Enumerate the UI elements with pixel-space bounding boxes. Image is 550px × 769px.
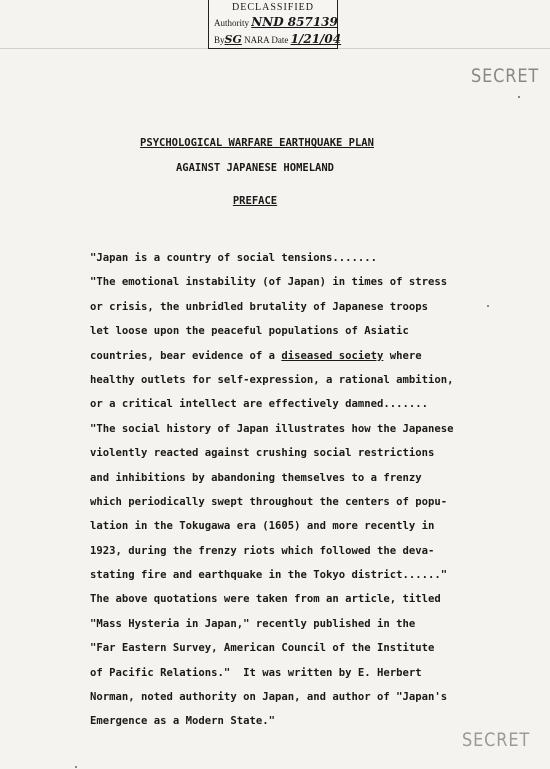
document-subtitle: AGAINST JAPANESE HOMELAND <box>175 162 335 174</box>
body-line: "Far Eastern Survey, American Council of the Institute <box>90 642 435 655</box>
stamp-rule-right <box>338 48 550 49</box>
body-line <box>90 349 490 373</box>
body-line-end: where <box>383 349 422 362</box>
declassified-stamp <box>208 0 342 49</box>
scan-speck <box>75 766 77 768</box>
body-line: Emergence as a Modern State." <box>90 715 275 728</box>
body-line: or crisis, the unbridled brutality of Japanese troops <box>90 300 429 313</box>
body-line: and inhibitions by abandoning themselves to a frenzy <box>90 471 422 484</box>
underlined-phrase: diseased society <box>281 349 384 362</box>
body-line: "The social history of Japan illustrates how the Japanese <box>90 422 454 435</box>
document-title: PSYCHOLOGICAL WARFARE EARTHQUAKE PLAN <box>140 137 374 149</box>
body-line: healthy outlets for self-expression, a rational ambition, <box>90 373 454 386</box>
body-line: of Pacific Relations." It was written by E. Herbert <box>90 666 422 679</box>
stamp-by-line <box>214 32 341 46</box>
body-line: lation in the Tokugawa era (1605) and more recently in <box>90 520 435 533</box>
stamp-authority-value: NND 857139 <box>251 15 338 29</box>
preface-body <box>90 251 490 739</box>
body-line: "The emotional instability (of Japan) in times of stress <box>90 276 448 289</box>
stamp-rule-left <box>0 48 208 49</box>
body-line-start: countries, bear evidence of a <box>90 349 282 362</box>
secret-marking-bottom: SECRET <box>462 729 531 751</box>
body-line: "Mass Hysteria in Japan," recently published in the <box>90 617 416 630</box>
stamp-by-initials: SG <box>224 33 242 46</box>
stamp-authority-line <box>214 15 338 29</box>
body-line: which periodically swept throughout the centers of popu- <box>90 495 448 508</box>
stamp-nara-label: NARA Date <box>244 35 289 45</box>
body-line: violently reacted against crushing social restrictions <box>90 447 435 460</box>
body-line: "Japan is a country of social tensions....... <box>90 252 378 264</box>
body-line: The above quotations were taken from an article, titled <box>90 593 441 606</box>
body-line: Norman, noted authority on Japan, and author of "Japan's <box>90 691 448 704</box>
stamp-date-value: 1/21/04 <box>290 32 342 46</box>
body-line: 1923, during the frenzy riots which followed the deva- <box>90 544 435 557</box>
stamp-by-label: By <box>214 35 225 45</box>
body-line: stating fire and earthquake in the Tokyo district......" <box>90 569 448 582</box>
scan-speck <box>487 305 489 307</box>
secret-marking-top: SECRET <box>471 65 540 87</box>
stamp-authority-label: Authority <box>214 18 249 28</box>
scan-speck <box>518 96 520 98</box>
stamp-title: DECLASSIFIED <box>231 2 314 13</box>
section-heading: PREFACE <box>232 195 278 207</box>
body-line: or a critical intellect are effectively damned....... <box>90 398 429 411</box>
body-line: let loose upon the peaceful populations of Asiatic <box>90 325 409 338</box>
